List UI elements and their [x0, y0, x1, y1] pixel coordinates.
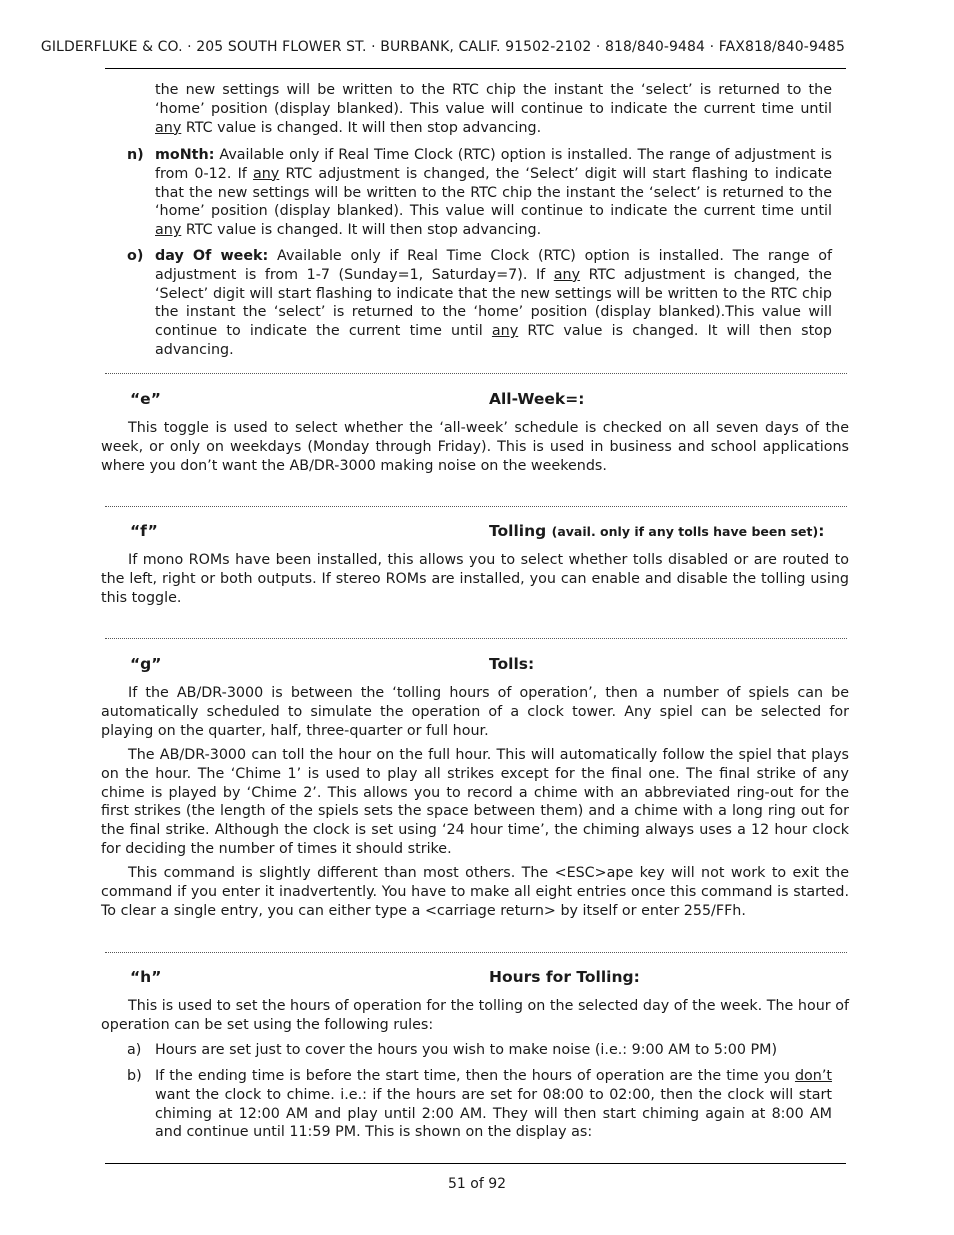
section-title: Hours for Tolling: — [489, 968, 640, 986]
section-title: Tolls: — [489, 655, 535, 673]
item-text: the new settings will be written to the RTC chip the instant the ‘select’ is returned to the ‘home’ position (display blanked). This value will continue to indicate the current time until any RTC value is changed. It will then stop advancing. — [155, 82, 832, 136]
paragraph: The AB/DR-3000 can toll the hour on the full hour. This will automatically follow the spiel that plays on the hour. The ‘Chime 1’ is used to play all strikes except for the final one. The final strike of any chime is played by ‘Chime 2’. This allows you to record a chime with an abbreviated ring-out for the first strikes (the length of the spiels sets the space between them) and a chime with a long ring out for the final strike. Although the clock is set using ‘24 hour time’, the chiming always uses a 12 hour clock for deciding the number of times it should strike. — [101, 747, 849, 857]
item-label: a) — [127, 1042, 142, 1058]
item-text: Hours are set just to cover the hours you wish to make noise (i.e.: 9:00 AM to 5:00 PM) — [155, 1042, 778, 1058]
header-rule — [105, 68, 846, 69]
paragraph: This toggle is used to select whether the ‘all-week’ schedule is checked on all seven days of the week, or only on weekdays (Monday through Friday). This is used in business and school applications where you don’t want the AB/DR-3000 making noise on the weekends. — [101, 420, 849, 474]
section-title: All-Week=: — [489, 390, 585, 408]
item-text: day Of week: Available only if Real Time Clock (RTC) option is installed. The range of adjustment is from 1-7 (Sunday=1, Saturday=7). If any RTC adjustment is changed, the ‘Select’ digit will start flashing to indicate that the new settings will be written to the RTC chip the instant the ‘select’ is returned to the ‘home’ position (display blanked).This value will continue to indicate the current time until any RTC value is changed. It will then stop advancing. — [155, 248, 833, 358]
paragraph: If mono ROMs have been installed, this allows you to select whether tolls disabled or are routed to the left, right or both outputs. If stereo ROMs are installed, you can enable and disable the tolling using this toggle. — [101, 552, 849, 606]
item-label: o) — [127, 248, 144, 264]
paragraph: If the AB/DR-3000 is between the ‘tolling hours of operation’, then a number of spiels can be automatically scheduled to simulate the operation of a clock tower. Any spiel can be selected for playing on the quarter, half, three-quarter or full hour. — [101, 685, 849, 739]
dotted-divider — [105, 952, 847, 953]
item-text: If the ending time is before the start time, then the hours of operation are the time you don’t want the clock to chime. i.e.: if the hours are set for 08:00 to 02:00, then the clock will start chiming at 12:00 AM and play until 2:00 AM. They will then start chiming again at 8:00 AM and continue until 11:59 PM. This is shown on the display as: — [155, 1068, 832, 1141]
paragraph: This command is slightly different than most others. The <ESC>ape key will not work to exit the command if you enter it inadvertently. You have to make all eight entries once this command is started. To clear a single entry, you can either type a <carriage return> by itself or enter 255/FFh. — [101, 865, 849, 919]
page-header: GILDERFLUKE & CO. · 205 SOUTH FLOWER ST. · BURBANK, CALIF. 91502-2102 · 818/840-9484 · FAX818/840-9485 — [40, 39, 845, 55]
dotted-divider — [105, 373, 847, 374]
section-key: “g” — [130, 655, 162, 673]
section-key: “e” — [130, 390, 161, 408]
page-number: 51 of 92 — [447, 1176, 507, 1192]
footer-rule — [105, 1163, 846, 1164]
section-title: Tolling (avail. only if any tolls have been set): — [489, 522, 825, 540]
section-key: “f” — [130, 522, 158, 540]
paragraph: This is used to set the hours of operation for the tolling on the selected day of the week. The hour of operation can be set using the following rules: — [101, 998, 849, 1033]
dotted-divider — [105, 638, 847, 639]
section-key: “h” — [130, 968, 162, 986]
item-label: n) — [127, 147, 144, 163]
dotted-divider — [105, 506, 847, 507]
item-label: b) — [127, 1068, 142, 1084]
item-text: moNth: Available only if Real Time Clock (RTC) option is installed. The range of adjustment is from 0-12. If any RTC adjustment is changed, the ‘Select’ digit will start flashing to indicate that the new settings will be written to the RTC chip the instant the ‘select’ is returned to the ‘home’ position (display blanked). This value will continue to indicate the current time until any RTC value is changed. It will then stop advancing. — [155, 147, 832, 239]
